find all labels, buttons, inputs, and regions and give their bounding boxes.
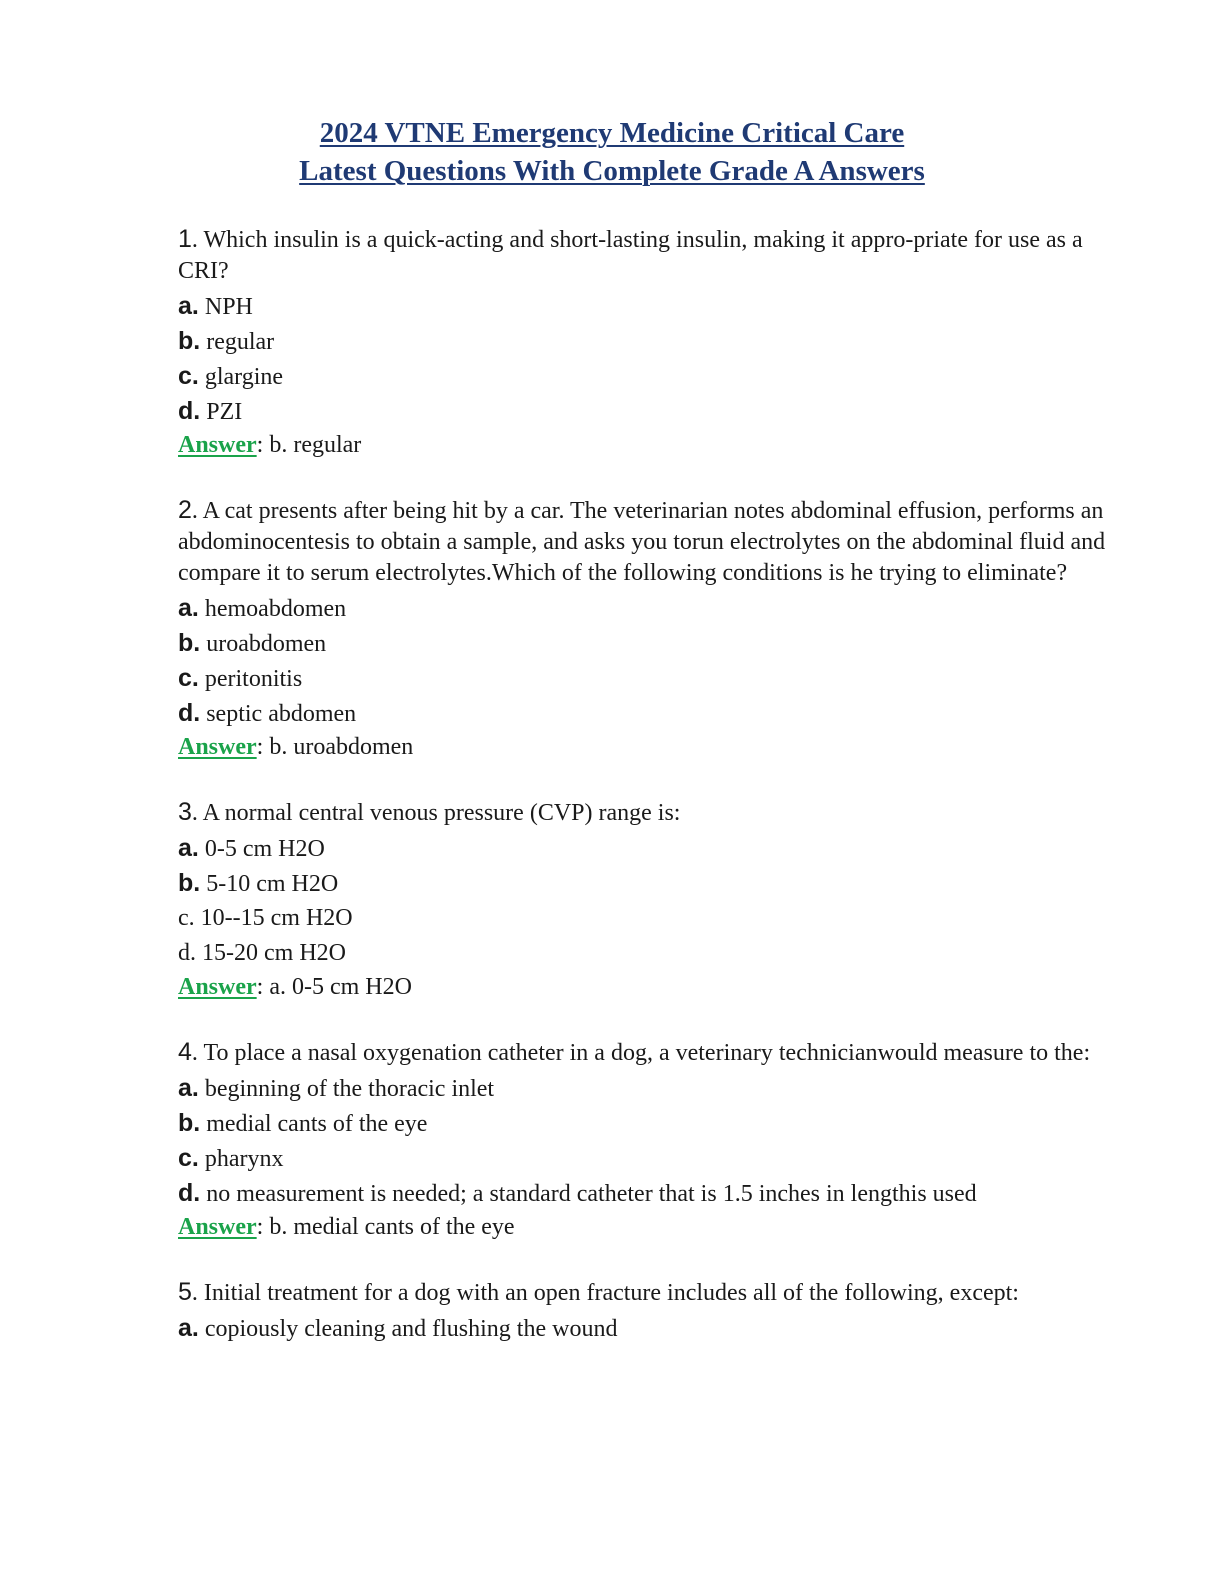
answer-line	[178, 429, 1128, 462]
question-2	[178, 495, 1128, 764]
option-d: d. no measurement is needed; a standard catheter that is 1.5 inches in lengthis used	[178, 1179, 977, 1207]
answer-value: : b. regular	[256, 432, 362, 458]
option-a: a. copiously cleaning and flushing the wound	[178, 1314, 618, 1342]
title-line-1: 2024 VTNE Emergency Medicine Critical Care	[319, 117, 905, 149]
answer-label: Answer	[178, 734, 257, 760]
question-text: A normal central venous pressure (CVP) range is:	[202, 800, 681, 826]
question-text: Initial treatment for a dog with an open fracture includes all of the following, except:	[203, 1280, 1019, 1306]
option-a: a. 0-5 cm H2O	[178, 834, 325, 862]
option-a: a. hemoabdomen	[178, 594, 347, 622]
answer-label: Answer	[178, 974, 257, 1000]
option-d: d. PZI	[178, 397, 243, 425]
question-1	[178, 224, 1128, 462]
option-b: b. regular	[178, 327, 275, 355]
option-b: b. medial cants of the eye	[178, 1109, 428, 1137]
option-a: a. NPH	[178, 292, 253, 320]
question-text: A cat presents after being hit by a car. The veterinarian notes abdominal effusion, performs an abdominocentesis to obtain a sample, and asks you torun electrolytes on the abdominal fluid and compare it to serum electrolytes.Which of the following conditions is he trying to eliminate?	[178, 498, 1106, 586]
answer-label: Answer	[178, 432, 257, 458]
question-list	[178, 224, 1128, 1379]
answer-line	[178, 731, 1128, 764]
title-line-2: Latest Questions With Complete Grade A Answers	[299, 155, 925, 187]
option-a: a. beginning of the thoracic inlet	[178, 1074, 495, 1102]
answer-value: : b. uroabdomen	[256, 734, 414, 760]
question-stem: 3. A normal central venous pressure (CVP) range is:	[178, 798, 681, 826]
question-number: 3	[178, 798, 192, 826]
question-3	[178, 797, 1128, 1004]
option-c: c. peritonitis	[178, 664, 303, 692]
question-number: 5	[178, 1278, 192, 1306]
answer-value: : b. medial cants of the eye	[256, 1214, 515, 1240]
option-b: b. 5-10 cm H2O	[178, 869, 339, 897]
option-c: c. pharynx	[178, 1144, 284, 1172]
option-d: d. septic abdomen	[178, 699, 357, 727]
question-text: To place a nasal oxygenation catheter in a dog, a veterinary technicianwould measure to the:	[203, 1040, 1091, 1066]
question-text: Which insulin is a quick-acting and short-lasting insulin, making it appro-priate for use as a CRI?	[178, 227, 1083, 284]
question-5	[178, 1277, 1128, 1346]
question-stem: 5. Initial treatment for a dog with an open fracture includes all of the following, except:	[178, 1278, 1019, 1306]
document-title	[0, 114, 1224, 190]
option-c: c. glargine	[178, 362, 284, 390]
question-4	[178, 1037, 1128, 1244]
option-c: c. 10--15 cm H2O	[178, 905, 353, 931]
answer-label: Answer	[178, 1214, 257, 1240]
option-d: d. 15-20 cm H2O	[178, 940, 346, 966]
question-stem: 2. A cat presents after being hit by a car. The veterinarian notes abdominal effusion, performs an abdominocentesis to obtain a sample, and asks you torun electrolytes on the abdominal fluid and compare it to serum electrolytes.Which of the following conditions is he trying to eliminate?	[178, 496, 1106, 586]
answer-value: : a. 0-5 cm H2O	[256, 974, 412, 1000]
answer-line	[178, 1211, 1128, 1244]
question-number: 2	[178, 496, 192, 524]
question-stem: 4. To place a nasal oxygenation catheter in a dog, a veterinary technicianwould measure to the:	[178, 1038, 1091, 1066]
question-stem: 1. Which insulin is a quick-acting and short-lasting insulin, making it appro-priate for use as a CRI?	[178, 225, 1083, 284]
option-b: b. uroabdomen	[178, 629, 327, 657]
answer-line	[178, 971, 1128, 1004]
question-number: 1	[178, 225, 192, 253]
question-number: 4	[178, 1038, 192, 1066]
